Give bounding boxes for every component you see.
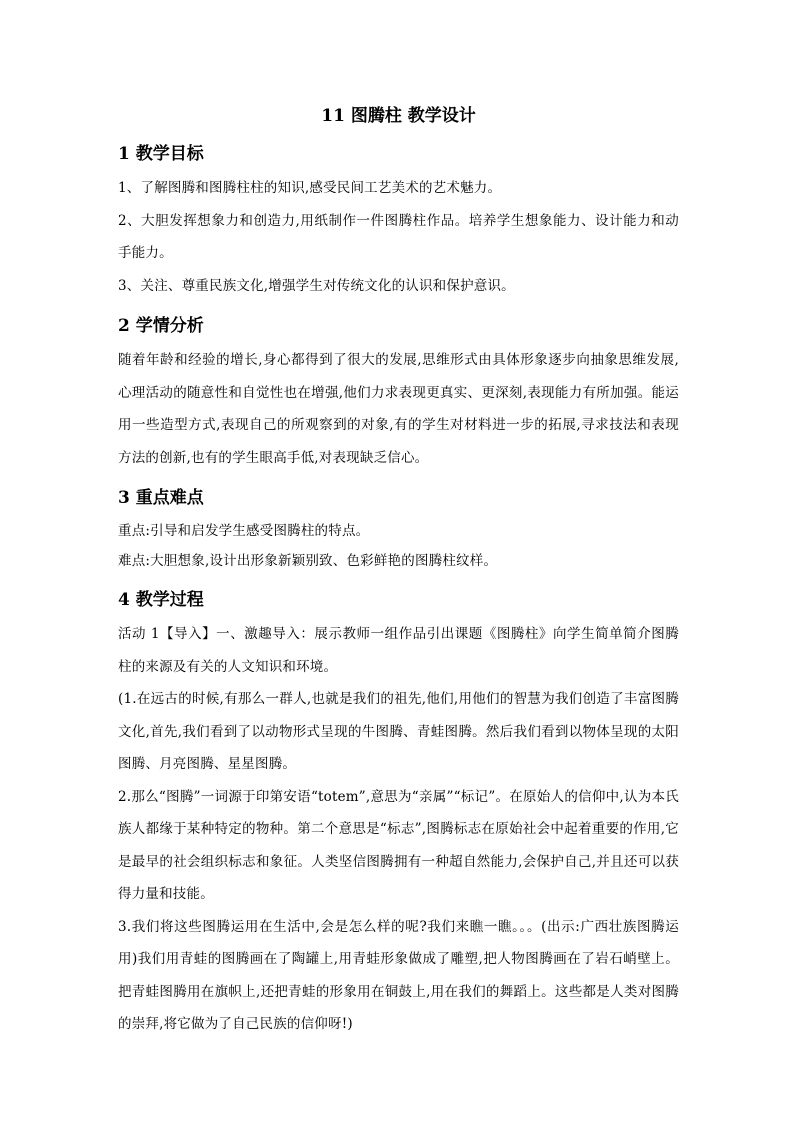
paragraph: 1、了解图腾和图腾柱柱的知识,感受民间工艺美术的艺术魅力。 [118,180,502,196]
section-teaching-objectives [118,142,679,302]
section-teaching-process [118,588,679,1041]
paragraph: 活动 1【导入】一、激趣导入：展示教师一组作品引出课题《图腾柱》向学生简单简介图腾柱的来源及有关的人文知识和环境。 [118,626,679,675]
paragraph: 3、关注、尊重民族文化,增强学生对传统文化的认识和保护意识。 [118,277,515,294]
section-learning-analysis [118,314,679,474]
paragraph: 2.那么“图腾”一词源于印第安语“totem”,意思为“亲属”“标记”。在原始人的信仰中,认为本氏族人都缘于某种特定的物种。第二个意思是“标志”,图腾标志在原始社会中起着重要的作用,它是最早的社会组织标志和象征。人类坚信图腾拥有一种超自然能力,会保护自己,并且还可以获得力量和技能。 [118,788,679,902]
section-heading: 2 学情分析 [118,316,204,336]
paragraph: 3.我们将这些图腾运用在生活中,会是怎么样的呢?我们来瞧一瞧。。。(出示:广西壮族图腾运用)我们用青蛙的图腾画在了陶罐上,用青蛙形象做成了雕塑,把人物图腾画在了岩石峭壁上。把青蛙图腾用在旗帜上,还把青蛙的形象用在铜鼓上,用在我们的舞蹈上。这些都是人类对图腾的崇拜,将它做为了自己民族的信仰呀!) [118,918,679,1032]
section-key-points [118,486,679,576]
section-heading: 3 重点难点 [118,488,204,508]
paragraph: 重点:引导和启发学生感受图腾柱的特点。 [118,523,370,539]
paragraph: 随着年龄和经验的增长,身心都得到了很大的发展,思维形式由具体形象逐步向抽象思维发展,心理活动的随意性和自觉性也在增强,他们力求表现更真实、更深刻,表现能力有所加强。能运用一些造型方式,表现自己的所观察到的对象,有的学生对材料进一步的拓展,寻求技法和表现方法的创新,也有的学生眼高手低,对表现缺乏信心。 [118,352,679,466]
paragraph: (1.在远古的时候,有那么一群人,也就是我们的祖先,他们,用他们的智慧为我们创造了丰富图腾文化,首先,我们看到了以动物形式呈现的牛图腾、青蛙图腾。然后我们看到以物体呈现的太阳图腾、月亮图腾、星星图腾。 [118,691,679,772]
section-heading: 1 教学目标 [118,144,204,164]
paragraph: 难点:大胆想象,设计出形象新颖别致、色彩鲜艳的图腾柱纹样。 [118,553,498,569]
section-heading: 4 教学过程 [118,590,204,610]
paragraph: 2、大胆发挥想象力和创造力,用纸制作一件图腾柱作品。培养学生想象能力、设计能力和动手能力。 [118,212,679,261]
document-title: 11 图腾柱 教学设计 [321,106,476,126]
